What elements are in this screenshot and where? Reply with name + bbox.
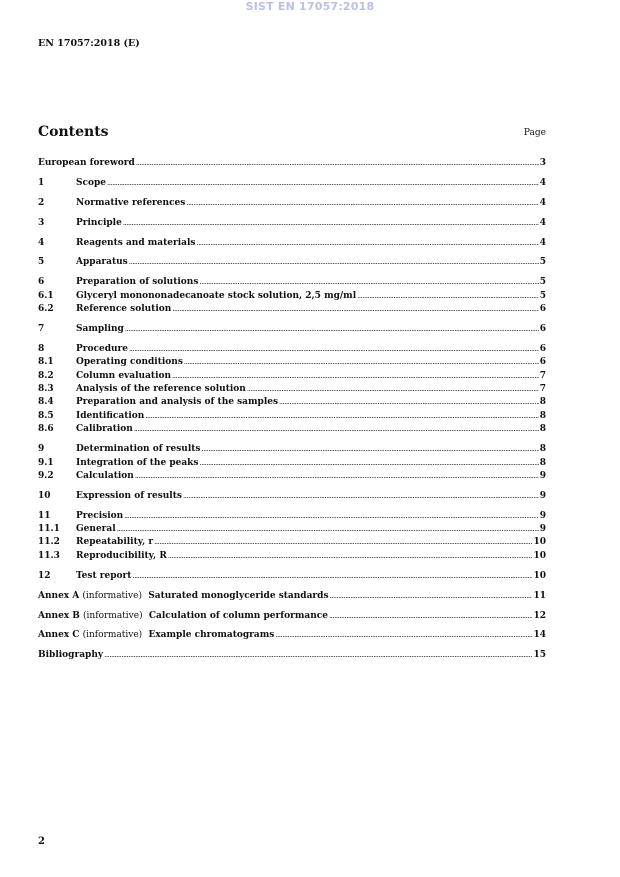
page-number: 2	[38, 836, 45, 847]
toc-entry-page: 4	[539, 177, 546, 188]
toc-entry[interactable]	[38, 356, 546, 369]
toc-entry-title: Determination of results	[76, 444, 201, 455]
toc-entry-page: 8	[539, 397, 546, 408]
toc-entry-page: 6	[539, 357, 546, 368]
dot-leader	[154, 536, 532, 549]
toc-entry-number: 8.6	[38, 424, 54, 435]
dot-leader	[129, 343, 539, 356]
toc-entry[interactable]	[38, 470, 546, 483]
dot-leader	[279, 396, 539, 409]
dot-leader	[357, 290, 539, 303]
toc-entry-number: 8.5	[38, 410, 54, 421]
toc-entry-page: 7	[539, 384, 546, 395]
toc-entry-title: Identification	[76, 410, 145, 421]
toc-entry-number: 10	[38, 490, 51, 501]
toc-entry-page: 8	[539, 410, 546, 421]
dot-leader	[168, 550, 533, 563]
toc-entry[interactable]	[38, 343, 546, 356]
toc-entry-page: 9	[539, 490, 546, 501]
toc-entry-title: Test report	[76, 570, 132, 581]
annex-label: Annex B	[38, 610, 80, 621]
toc-entry-number: 11.2	[38, 537, 60, 548]
toc-entry-number: 9.2	[38, 470, 54, 481]
toc-entry-page: 8	[539, 444, 546, 455]
dot-leader	[145, 410, 538, 423]
toc-entry-page: 6	[539, 324, 546, 335]
toc-entry-number: 5	[38, 257, 45, 268]
annex-heading	[38, 590, 329, 603]
toc-entry[interactable]	[38, 256, 546, 269]
toc-entry[interactable]	[38, 370, 546, 383]
toc-entry-page: 9	[539, 524, 546, 535]
annex-title: Saturated monoglyceride standards	[148, 590, 329, 601]
toc-entry-title: Precision	[76, 510, 124, 521]
toc-annex-entry[interactable]	[38, 629, 546, 642]
toc-entry-number: 7	[38, 324, 45, 335]
toc-entry-page: 12	[533, 610, 546, 621]
toc-entry-title: Glyceryl monononadecanoate stock solution, 2,5 mg/ml	[76, 290, 357, 301]
toc-entry-page: 8	[539, 457, 546, 468]
toc-annex-entry[interactable]	[38, 610, 546, 623]
toc-entry-title: Calibration	[76, 424, 133, 435]
toc-entry-title: Repeatability, r	[76, 537, 154, 548]
toc-entry-title: Expression of results	[76, 490, 182, 501]
toc-entry-title: Calculation	[76, 470, 134, 481]
toc-entry-number: 9.1	[38, 457, 54, 468]
toc-entry-page: 4	[539, 217, 546, 228]
toc-entry-number: 3	[38, 217, 45, 228]
toc-entry[interactable]	[38, 423, 546, 436]
toc-entry-number: 6	[38, 277, 45, 288]
toc-entry[interactable]	[38, 276, 546, 289]
toc-entry-title: Integration of the peaks	[76, 457, 199, 468]
toc-entry[interactable]	[38, 217, 546, 230]
toc-entry-number: 9	[38, 444, 45, 455]
page-column-label: Page	[523, 128, 546, 138]
toc-entry[interactable]	[38, 157, 546, 170]
dot-leader	[199, 457, 538, 470]
annex-title: Calculation of column performance	[148, 610, 328, 621]
dot-leader	[329, 610, 533, 623]
toc-entry-page: 4	[539, 237, 546, 248]
dot-leader	[199, 276, 538, 289]
dot-leader	[117, 523, 539, 536]
toc-entry-title: Reproducibility, R	[76, 550, 167, 561]
toc-entry-page: 9	[539, 470, 546, 481]
toc-entry-number: 11.3	[38, 550, 60, 561]
toc-entry-page: 4	[539, 197, 546, 208]
annex-note: (informative)	[82, 590, 142, 601]
toc-entry-page: 10	[533, 570, 546, 581]
dot-leader	[201, 443, 538, 456]
toc-entry-number: 6.2	[38, 304, 54, 315]
toc-entry-title: Principle	[76, 217, 122, 228]
dot-leader	[134, 423, 539, 436]
annex-title: Example chromatograms	[148, 630, 275, 641]
dot-leader	[184, 356, 539, 369]
toc-entry-title: Procedure	[76, 343, 129, 354]
toc-entry[interactable]	[38, 303, 546, 316]
toc-entry-page: 15	[533, 650, 546, 661]
toc-entry-title: Column evaluation	[76, 370, 172, 381]
toc-entry-page: 10	[533, 537, 546, 548]
dot-leader	[172, 303, 538, 316]
toc-entry-page: 5	[539, 290, 546, 301]
watermark: SIST EN 17057:2018	[245, 0, 375, 13]
annex-note: (informative)	[83, 610, 143, 621]
toc-entry[interactable]	[38, 457, 546, 470]
toc-entry[interactable]	[38, 510, 546, 523]
toc-entry[interactable]	[38, 290, 546, 303]
dot-leader	[183, 490, 539, 503]
toc-entry-page: 10	[533, 550, 546, 561]
toc-entry[interactable]	[38, 383, 546, 396]
toc-entry-number: 8.3	[38, 384, 54, 395]
dot-leader	[172, 370, 539, 383]
toc-entry[interactable]	[38, 323, 546, 336]
toc-entry-title: Sampling	[76, 324, 124, 335]
annex-heading	[38, 629, 274, 642]
toc-entry-title: Reference solution	[76, 304, 172, 315]
toc-entry[interactable]	[38, 443, 546, 456]
annex-heading	[38, 610, 328, 623]
toc-entry[interactable]	[38, 177, 546, 190]
toc-entry-page: 11	[533, 590, 546, 601]
dot-leader	[247, 383, 539, 396]
toc-entry-page: 9	[539, 510, 546, 521]
toc-entry-title: Operating conditions	[76, 357, 183, 368]
toc-entry-title: Bibliography	[38, 650, 104, 661]
toc-entry-title: Scope	[76, 177, 107, 188]
toc-entry-title: Reagents and materials	[76, 237, 196, 248]
dot-leader	[196, 237, 538, 250]
toc-entry-title: Normative references	[76, 197, 186, 208]
toc-entry-number: 1	[38, 177, 45, 188]
toc-entry-title: Preparation and analysis of the samples	[76, 397, 279, 408]
toc-entry[interactable]	[38, 550, 546, 563]
toc-entry[interactable]	[38, 570, 546, 583]
toc-entry-number: 6.1	[38, 290, 54, 301]
annex-note: (informative)	[82, 630, 143, 641]
toc-bibliography-entry[interactable]	[38, 649, 546, 662]
toc-entry-number: 11.1	[38, 524, 60, 535]
toc-entry[interactable]	[38, 237, 546, 250]
toc-entry[interactable]	[38, 536, 546, 549]
dot-leader	[135, 470, 539, 483]
toc-entry[interactable]	[38, 490, 546, 503]
toc-entry-title: Apparatus	[76, 257, 128, 268]
toc-entry-number: 11	[38, 510, 51, 521]
toc-entry[interactable]	[38, 410, 546, 423]
toc-entry-number: 12	[38, 570, 51, 581]
toc-entry-number: 8.4	[38, 397, 54, 408]
toc-entry-page: 3	[539, 158, 546, 168]
toc-entry[interactable]	[38, 523, 546, 536]
dot-leader	[136, 157, 539, 170]
dot-leader	[132, 570, 532, 583]
toc-entry-page: 5	[539, 257, 546, 268]
dot-leader	[330, 590, 533, 603]
toc-entry[interactable]	[38, 396, 546, 409]
toc-entry-number: 8	[38, 343, 45, 354]
toc-annex-entry[interactable]	[38, 590, 546, 603]
dot-leader	[124, 510, 539, 523]
dot-leader	[129, 256, 539, 269]
toc-entry-page: 8	[539, 424, 546, 435]
toc-entry-page: 6	[539, 343, 546, 354]
dot-leader	[104, 649, 532, 662]
toc-entry-number: 8.2	[38, 370, 54, 381]
annex-label: Annex A	[38, 590, 80, 601]
dot-leader	[125, 323, 539, 336]
document-id: EN 17057:2018 (E)	[38, 38, 140, 49]
dot-leader	[107, 177, 539, 190]
dot-leader	[275, 629, 532, 642]
toc-entry-title: European foreword	[38, 158, 135, 168]
toc-entry-number: 8.1	[38, 357, 54, 368]
dot-leader	[123, 217, 539, 230]
toc-entry-page: 5	[539, 277, 546, 288]
annex-label: Annex C	[38, 630, 80, 641]
toc-entry-number: 4	[38, 237, 45, 248]
table-of-contents	[38, 157, 546, 663]
contents-heading: Contents	[38, 124, 109, 140]
toc-entry-number: 2	[38, 197, 45, 208]
toc-entry-page: 7	[539, 370, 546, 381]
toc-entry-title: Preparation of solutions	[76, 277, 199, 288]
dot-leader	[186, 197, 538, 210]
toc-entry-page: 14	[533, 630, 546, 641]
toc-entry[interactable]	[38, 197, 546, 210]
toc-entry-title: General	[76, 524, 116, 535]
toc-entry-title: Analysis of the reference solution	[76, 384, 246, 395]
toc-entry-page: 6	[539, 304, 546, 315]
